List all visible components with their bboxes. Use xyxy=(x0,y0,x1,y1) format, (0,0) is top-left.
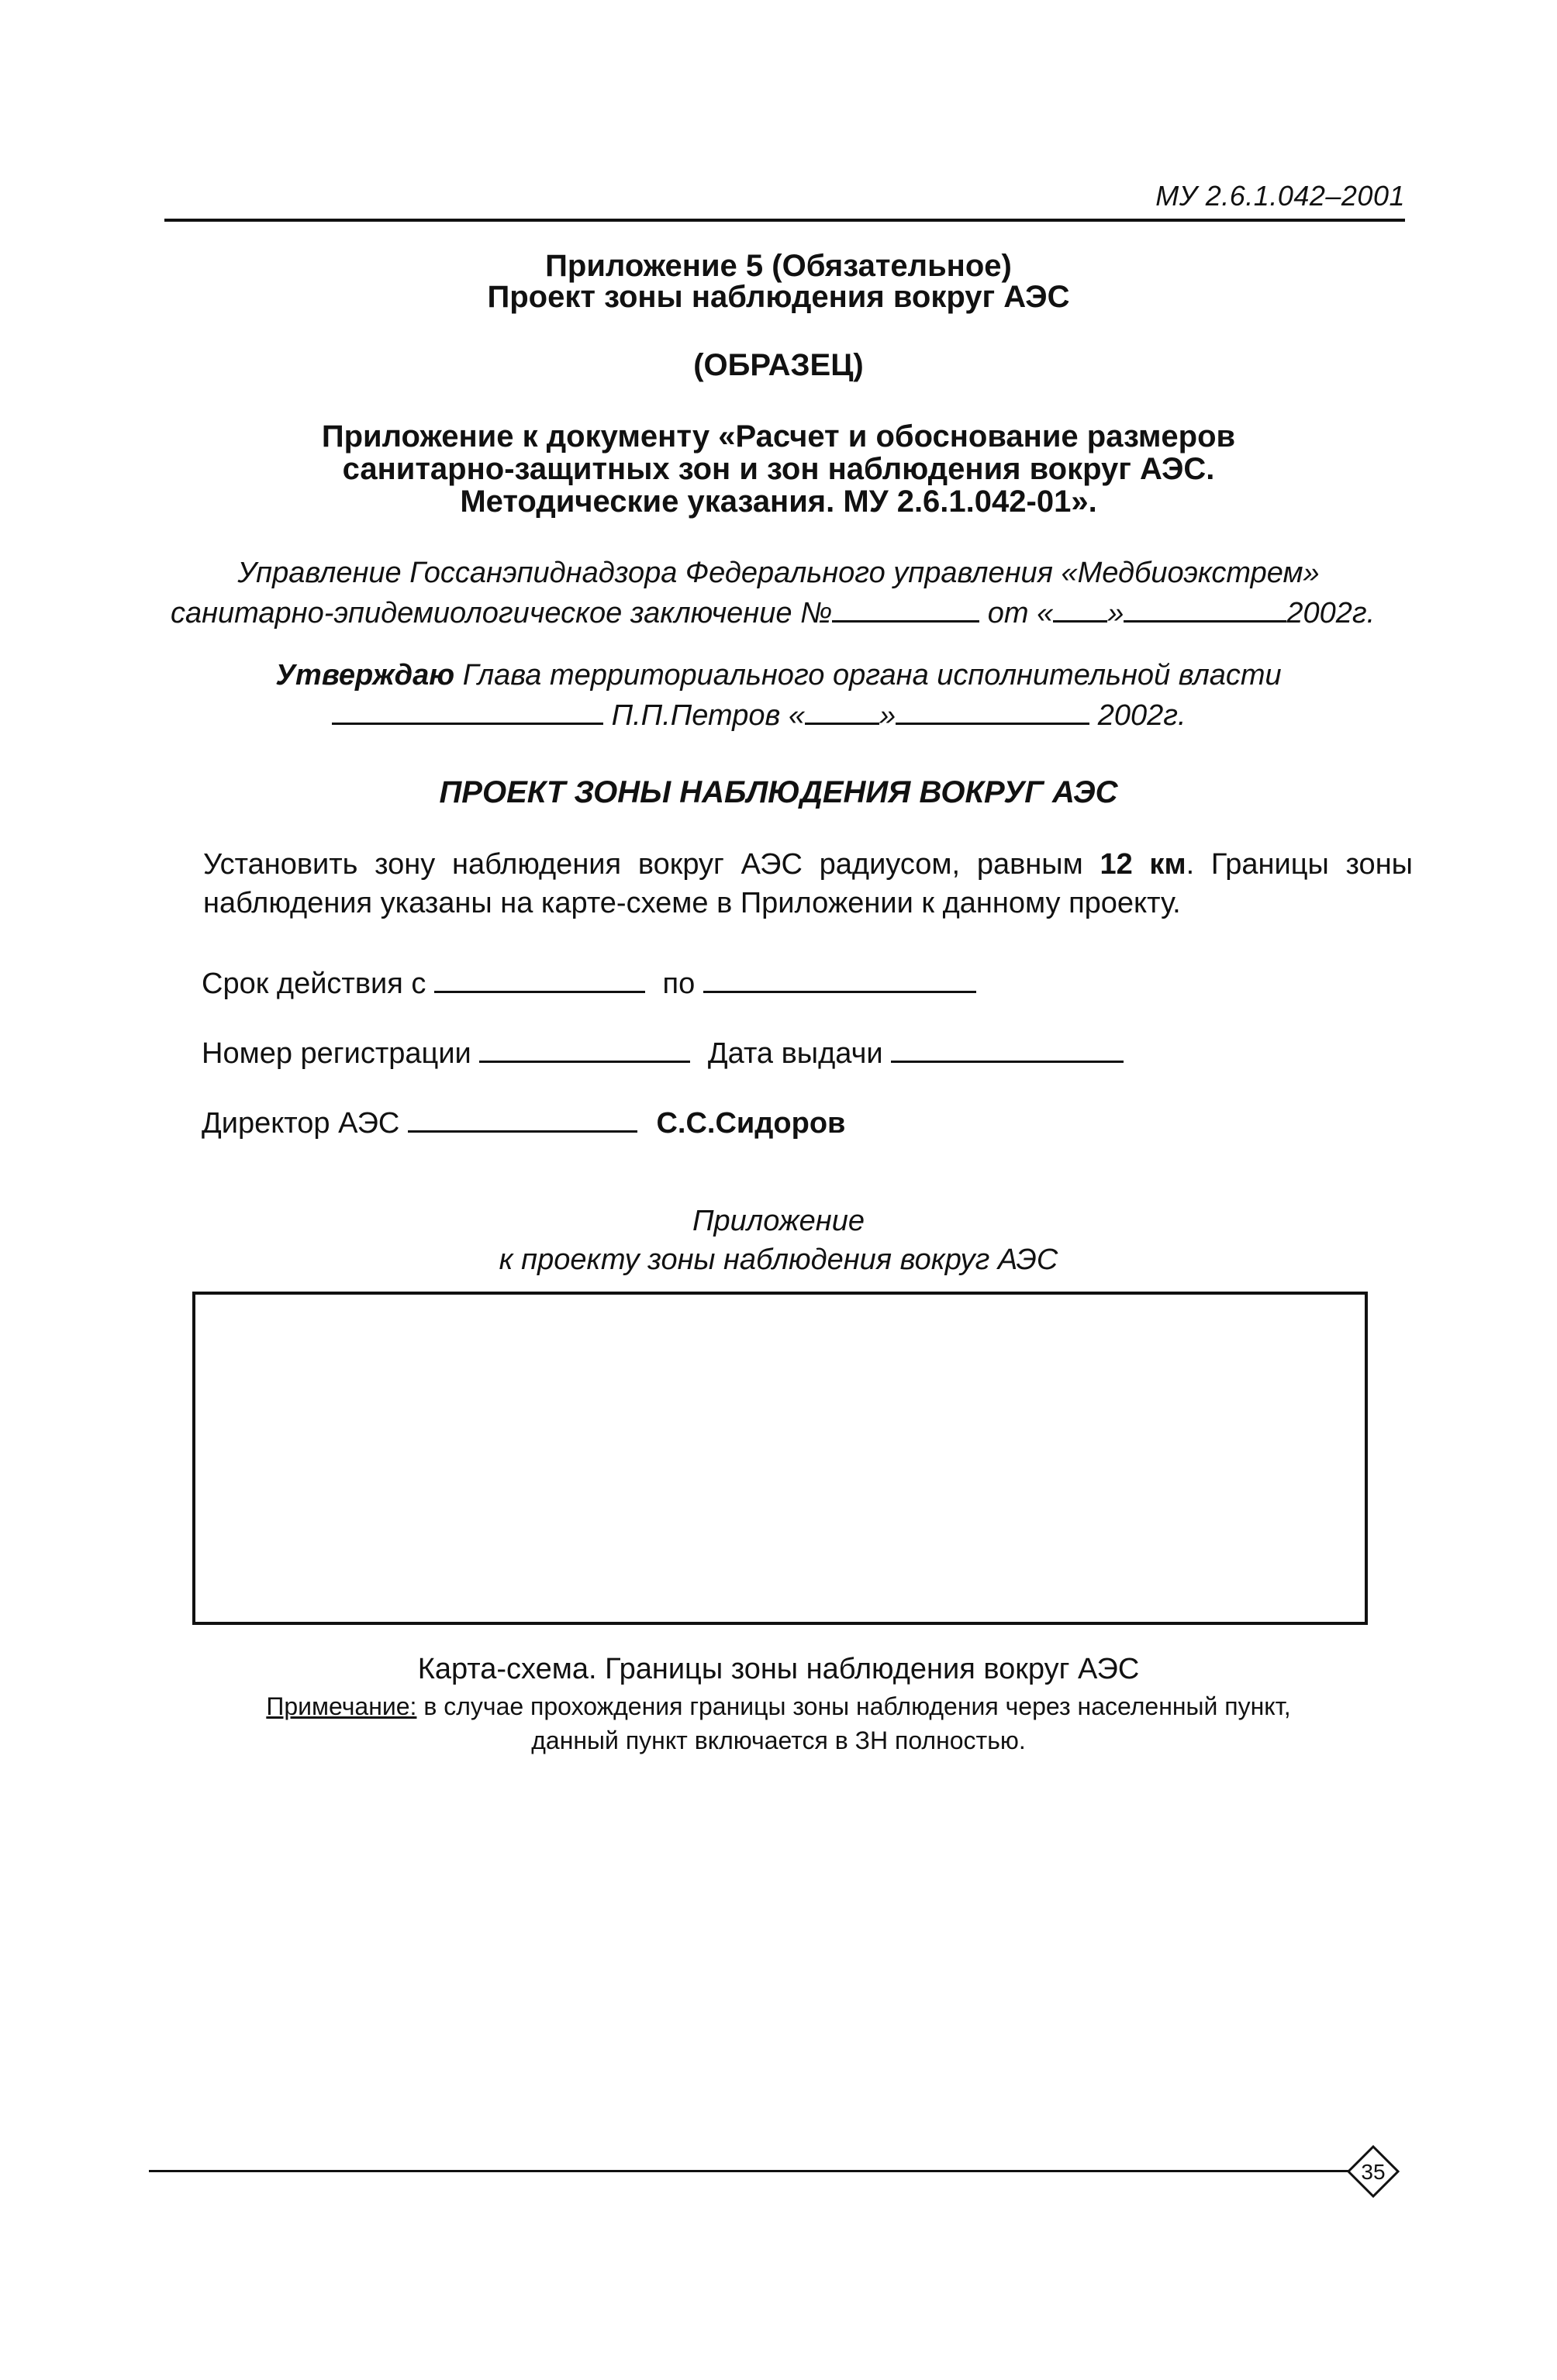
registration-label: Номер регистрации xyxy=(202,1037,471,1070)
approval-year: 2002г. xyxy=(1097,699,1186,732)
approval-line xyxy=(0,659,1557,692)
conclusion-quote-close: » xyxy=(1107,597,1124,629)
conclusion-day-field[interactable] xyxy=(1053,594,1107,623)
validity-to-label: по xyxy=(662,968,696,1000)
map-scheme-box xyxy=(192,1292,1368,1625)
director-name: С.С.Сидоров xyxy=(656,1107,846,1140)
approval-day-field[interactable] xyxy=(805,696,879,725)
registration-field[interactable] xyxy=(479,1034,690,1063)
document-code: МУ 2.6.1.042–2001 xyxy=(1155,180,1405,212)
approval-signature-field[interactable] xyxy=(332,696,603,725)
authority-line: Управление Госсанэпиднадзора Федерального управления «Медбиоэкстрем» xyxy=(237,557,1320,589)
project-radius: 12 км xyxy=(1100,848,1186,881)
registration-row xyxy=(202,1034,1124,1071)
annex-subtitle: к проекту зоны наблюдения вокруг АЭС xyxy=(499,1243,1058,1276)
doc-ref-line1: Приложение к документу «Расчет и обоснование размеров xyxy=(321,419,1236,454)
appendix-subtitle: Проект зоны наблюдения вокруг АЭС xyxy=(487,280,1070,314)
doc-ref-line2: санитарно-защитных зон и зон наблюдения вокруг АЭС. xyxy=(342,452,1215,486)
director-signature-field[interactable] xyxy=(408,1104,637,1133)
conclusion-number-field[interactable] xyxy=(832,594,979,623)
doc-ref-line3: Методические указания. МУ 2.6.1.042-01». xyxy=(460,485,1097,519)
approve-word: Утверждаю xyxy=(275,659,455,692)
project-heading: ПРОЕКТ ЗОНЫ НАБЛЮДЕНИЯ ВОКРУГ АЭС xyxy=(439,775,1118,809)
conclusion-line xyxy=(171,594,1375,630)
validity-from-field[interactable] xyxy=(434,964,645,993)
page-number-badge xyxy=(1346,2144,1400,2199)
conclusion-label: санитарно-эпидемиологическое заключение № xyxy=(171,597,833,629)
issue-date-label: Дата выдачи xyxy=(707,1037,883,1070)
issue-date-field[interactable] xyxy=(891,1034,1124,1063)
project-text-start: Установить зону наблюдения вокруг АЭС радиусом, равным xyxy=(203,848,1100,881)
project-paragraph xyxy=(203,845,1413,923)
project-text-end: . Границы зоны наблюдения указаны на карте-схеме в Приложении к данному проекту. xyxy=(203,848,1413,919)
note-line2: данный пункт включается в ЗН полностью. xyxy=(531,1726,1026,1754)
conclusion-year: 2002г. xyxy=(1286,597,1376,629)
approval-month-field[interactable] xyxy=(896,696,1089,725)
note-text: в случае прохождения границы зоны наблюдения через населенный пункт, xyxy=(416,1692,1291,1720)
approval-quote-close: » xyxy=(879,699,896,732)
header-rule xyxy=(164,219,1405,222)
approval-signature-line xyxy=(332,696,1186,733)
validity-to-field[interactable] xyxy=(703,964,976,993)
approve-position: Глава территориального органа исполнительной власти xyxy=(462,659,1282,692)
appendix-title: Приложение 5 (Обязательное) xyxy=(545,249,1012,283)
footer-rule xyxy=(149,2170,1349,2172)
director-row xyxy=(202,1104,845,1140)
validity-row xyxy=(202,964,976,1001)
validity-label: Срок действия с xyxy=(202,968,426,1000)
annex-title: Приложение xyxy=(692,1205,865,1237)
note-line xyxy=(0,1690,1557,1723)
page-number: 35 xyxy=(1361,2160,1386,2184)
approval-signer: П.П.Петров « xyxy=(611,699,806,732)
map-caption: Карта-схема. Границы зоны наблюдения вокруг АЭС xyxy=(417,1653,1140,1685)
conclusion-from-label: от « xyxy=(987,597,1054,629)
note-label: Примечание: xyxy=(266,1692,417,1720)
sample-label: (ОБРАЗЕЦ) xyxy=(693,348,864,382)
conclusion-month-field[interactable] xyxy=(1124,594,1286,623)
director-label: Директор АЭС xyxy=(202,1107,400,1140)
